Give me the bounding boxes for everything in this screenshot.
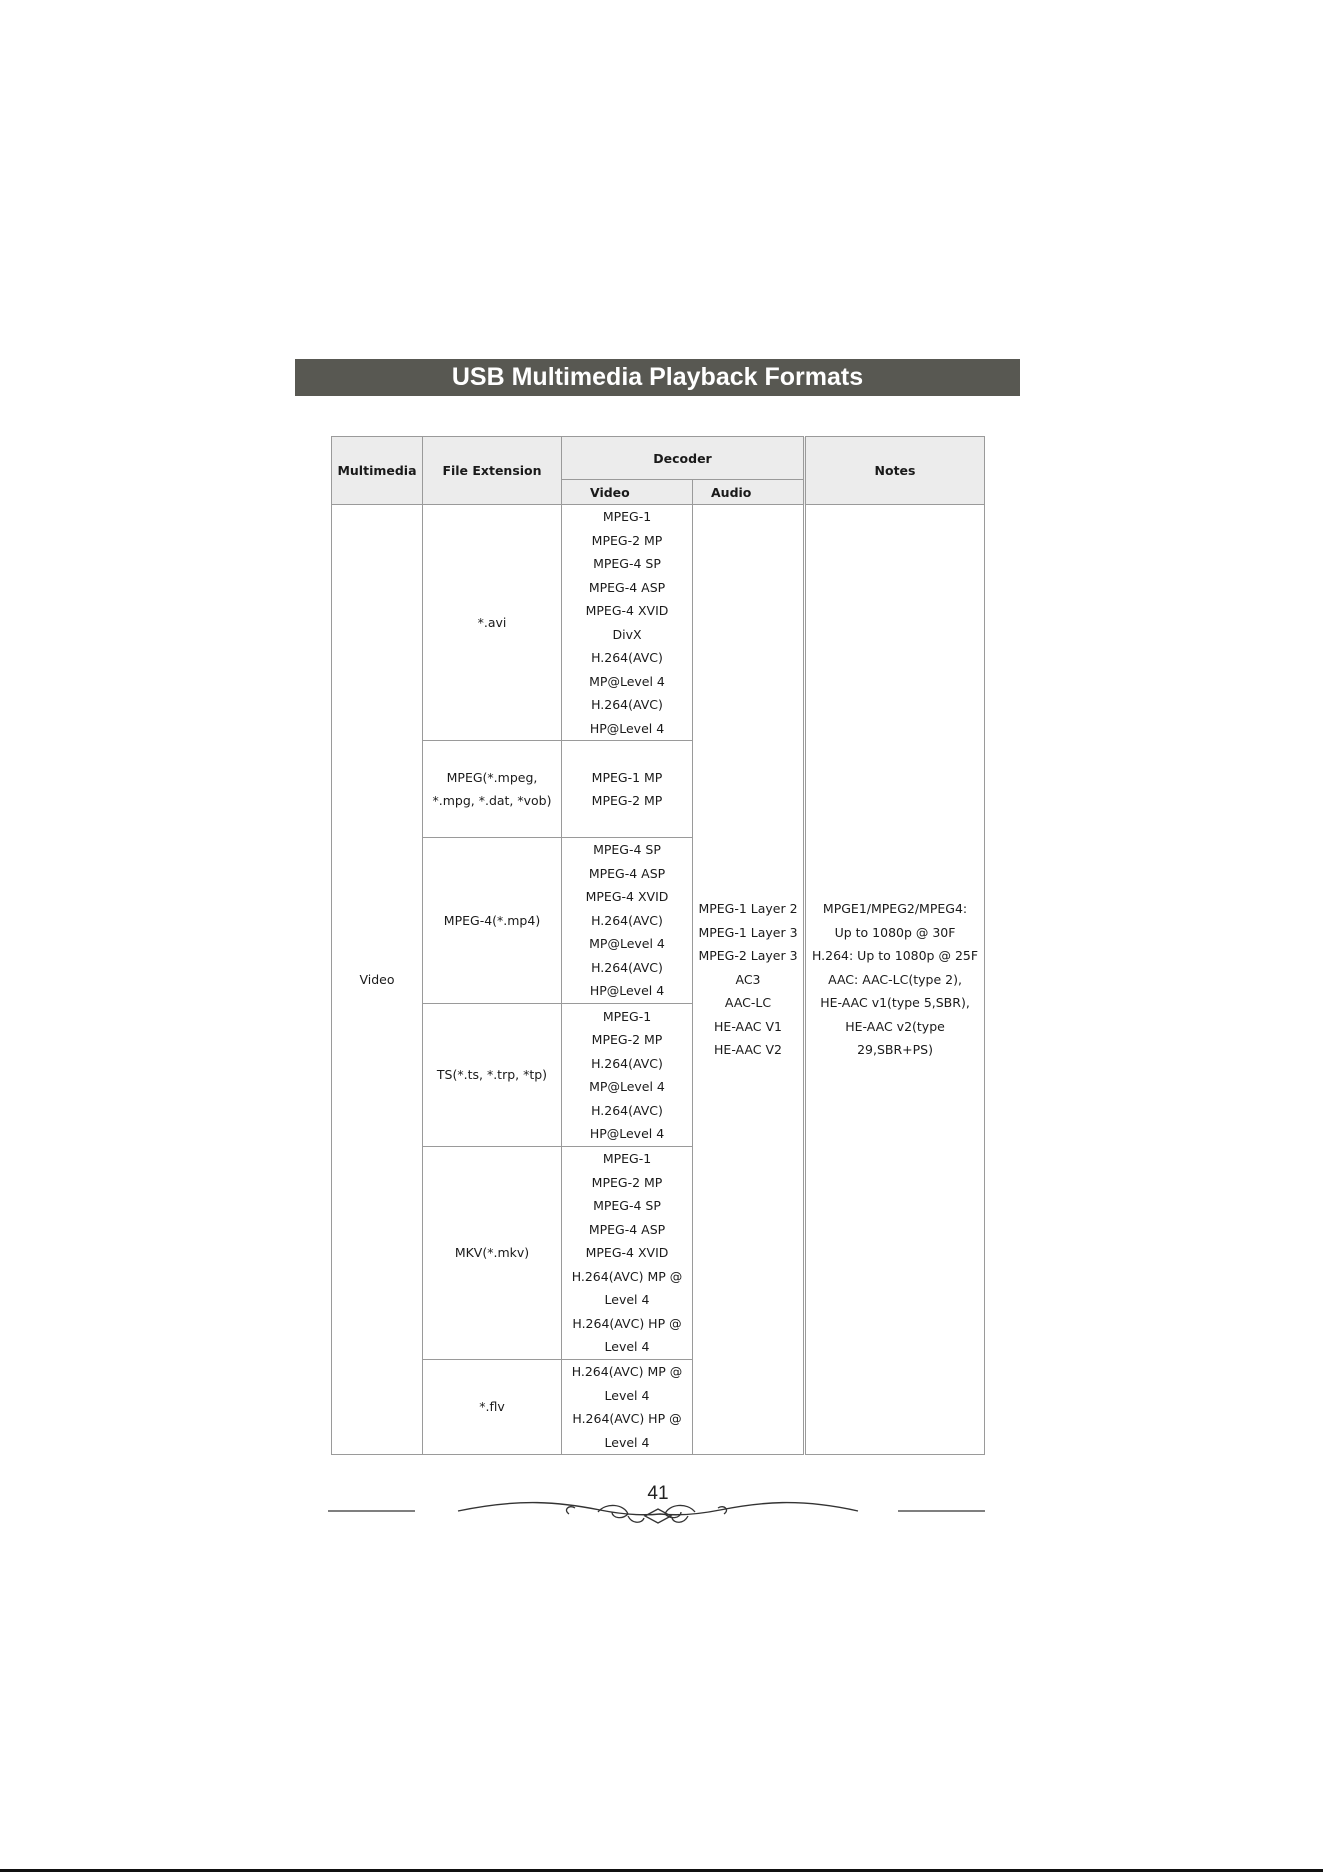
page-number: 41 (647, 1483, 669, 1504)
notes-line: HE-AAC v2(type (845, 1018, 945, 1034)
file-extension-cell: MKV(*.mkv) (423, 1147, 562, 1360)
video-codec-line: MPEG-4 SP (593, 1198, 661, 1214)
video-codec-line: H.264(AVC) (591, 1055, 663, 1071)
video-codec-cell (562, 505, 693, 741)
video-codec-line: H.264(AVC) MP @ (571, 1268, 683, 1284)
audio-codec-line: MPEG-2 Layer 3 (698, 948, 798, 964)
video-codec-line: MPEG-1 (602, 1008, 652, 1024)
video-codec-line: MPEG-1 (602, 1151, 652, 1167)
video-codec-cell (562, 1147, 693, 1360)
audio-codec-line: HE-AAC V1 (714, 1018, 782, 1034)
file-extension-cell: *.avi (423, 505, 562, 741)
header-file-extension: File Extension (423, 437, 562, 505)
video-codec-line: H.264(AVC) (591, 650, 663, 665)
video-codec-cell (562, 838, 693, 1004)
video-codec-line: HP@Level 4 (589, 1126, 665, 1141)
notes-line: AAC: AAC-LC(type 2), (828, 971, 962, 987)
video-codec-line: MPEG-4 SP (593, 842, 661, 858)
video-codec-line: H.264(AVC) (591, 912, 663, 928)
video-codec-line: HP@Level 4 (589, 983, 665, 999)
video-codec-line: MPEG-4 ASP (588, 1221, 666, 1237)
video-codec-line: DivX (612, 626, 642, 642)
audio-codec-line: AC3 (735, 971, 761, 987)
file-extension-cell: *.flv (423, 1360, 562, 1455)
audio-codec-line: MPEG-1 Layer 2 (698, 901, 798, 917)
video-codec-line: MP@Level 4 (589, 1079, 665, 1094)
video-codec-line: Level 4 (604, 1292, 650, 1308)
video-codec-line: MPEG-4 XVID (585, 603, 669, 618)
audio-codec-line: AAC-LC (724, 995, 772, 1011)
video-codec-line: MPEG-4 XVID (585, 1245, 669, 1261)
notes-cell (805, 505, 985, 1455)
video-codec-cell (562, 1004, 693, 1147)
video-codec-line: Level 4 (604, 1387, 650, 1403)
header-notes: Notes (805, 437, 985, 505)
video-codec-line: MPEG-4 SP (593, 556, 661, 571)
video-codec-line: H.264(AVC) MP @ (571, 1364, 683, 1379)
video-codec-line: H.264(AVC) HP @ (572, 1315, 682, 1331)
video-codec-line: MPEG-2 MP (591, 1032, 663, 1047)
header-decoder: Decoder (562, 437, 805, 480)
video-codec-line: H.264(AVC) HP @ (572, 1411, 682, 1426)
notes-line: HE-AAC v1(type 5,SBR), (820, 995, 970, 1011)
file-extension-line: MPEG(*.mpeg, (446, 769, 538, 785)
header-audio: Audio (693, 480, 805, 505)
video-codec-line: MPEG-2 MP (591, 793, 663, 808)
video-codec-line: MPEG-1 MP (591, 769, 663, 785)
audio-codec-line: MPEG-1 Layer 3 (698, 924, 798, 940)
video-codec-line: HP@Level 4 (589, 720, 665, 736)
file-extension-line: *.mpg, *.dat, *vob) (432, 793, 552, 808)
video-codec-line: MPEG-1 (602, 509, 652, 524)
table-row (332, 505, 985, 741)
video-codec-line: H.264(AVC) (591, 1102, 663, 1118)
video-codec-line: MP@Level 4 (589, 673, 665, 689)
audio-codec-line: HE-AAC V2 (714, 1042, 782, 1058)
file-extension-cell: TS(*.ts, *.trp, *tp) (423, 1004, 562, 1147)
video-codec-cell (562, 1360, 693, 1455)
header-multimedia: Multimedia (332, 437, 423, 505)
audio-codec-cell (693, 505, 805, 1455)
video-codec-line: MP@Level 4 (589, 936, 665, 952)
video-codec-line: MPEG-4 ASP (588, 579, 666, 595)
header-video: Video (562, 480, 693, 505)
video-codec-line: MPEG-4 ASP (588, 865, 666, 881)
file-extension-cell (423, 741, 562, 838)
video-codec-line: Level 4 (604, 1434, 650, 1450)
video-codec-line: MPEG-2 MP (591, 532, 663, 548)
formats-table (331, 436, 985, 1455)
video-codec-line: Level 4 (604, 1339, 650, 1355)
notes-line: 29,SBR+PS) (857, 1042, 933, 1058)
notes-line: H.264: Up to 1080p @ 25F (811, 948, 979, 964)
multimedia-cell: Video (332, 505, 423, 1455)
video-codec-line: H.264(AVC) (591, 697, 663, 712)
file-extension-cell: MPEG-4(*.mp4) (423, 838, 562, 1004)
video-codec-cell (562, 741, 693, 838)
notes-line: MPGE1/MPEG2/MPEG4: (822, 901, 968, 917)
video-codec-line: MPEG-2 MP (591, 1174, 663, 1190)
video-codec-line: H.264(AVC) (591, 959, 663, 975)
page-title: USB Multimedia Playback Formats (295, 359, 1020, 396)
notes-line: Up to 1080p @ 30F (834, 924, 956, 940)
video-codec-line: MPEG-4 XVID (585, 889, 669, 905)
